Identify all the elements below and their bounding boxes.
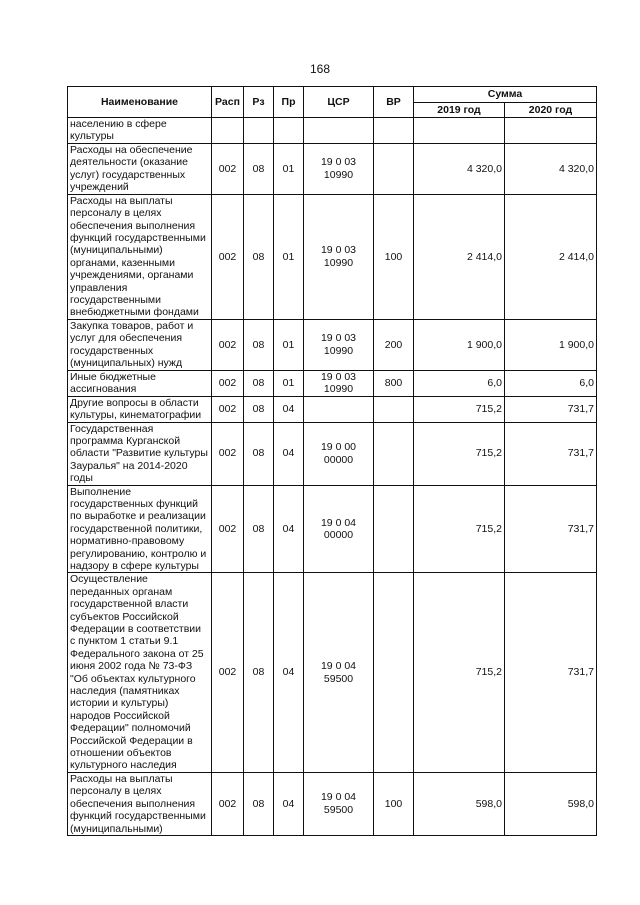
header-rasp: Расп — [212, 87, 244, 118]
row-rz — [244, 118, 274, 144]
row-vr: 200 — [374, 319, 414, 370]
row-sum-2019: 598,0 — [414, 772, 505, 835]
row-vr — [374, 573, 414, 773]
row-sum-2020: 4 320,0 — [505, 143, 597, 194]
row-sum-2020: 731,7 — [505, 422, 597, 485]
row-pr: 04 — [274, 573, 304, 773]
header-rz: Рз — [244, 87, 274, 118]
row-rz: 08 — [244, 194, 274, 319]
row-vr: 800 — [374, 370, 414, 396]
row-sum-2019: 4 320,0 — [414, 143, 505, 194]
row-sum-2020: 598,0 — [505, 772, 597, 835]
row-name: Расходы на выплаты персоналу в целях обеспечения выполнения функций государственными (муниципальными) — [68, 772, 212, 835]
header-year-2019: 2019 год — [414, 103, 505, 118]
row-sum-2020: 731,7 — [505, 485, 597, 573]
budget-table — [67, 86, 597, 836]
table-row — [68, 396, 597, 422]
row-vr: 100 — [374, 194, 414, 319]
row-pr: 04 — [274, 485, 304, 573]
row-rz: 08 — [244, 319, 274, 370]
table-row — [68, 772, 597, 835]
row-rasp — [212, 118, 244, 144]
row-sum-2020: 2 414,0 — [505, 194, 597, 319]
table-row — [68, 422, 597, 485]
row-sum-2019 — [414, 118, 505, 144]
table-row — [68, 319, 597, 370]
header-csr: ЦСР — [304, 87, 374, 118]
row-rasp: 002 — [212, 370, 244, 396]
row-vr: 100 — [374, 772, 414, 835]
row-name: Расходы на выплаты персоналу в целях обеспечения выполнения функций государственными (муниципальными) органами, казенными учреждениями, органами управления государственными внебюджетными фондами — [68, 194, 212, 319]
table-row — [68, 194, 597, 319]
row-sum-2019: 2 414,0 — [414, 194, 505, 319]
row-sum-2019: 715,2 — [414, 396, 505, 422]
row-sum-2019: 715,2 — [414, 422, 505, 485]
row-name: населению в сфере культуры — [68, 118, 212, 144]
row-rz: 08 — [244, 772, 274, 835]
row-rasp: 002 — [212, 194, 244, 319]
row-csr — [304, 118, 374, 144]
row-rasp: 002 — [212, 319, 244, 370]
row-name: Осуществление переданных органам государственной власти субъектов Российской Федерации в соответствии с пунктом 1 статьи 9.1 Федерального закона от 25 июня 2002 года № 73-ФЗ "Об объектах культурного наследия (памятниках истории и культуры) народов Российской Федерации" полномочий Российской Федерации в отношении объектов культурного наследия — [68, 573, 212, 773]
table-row — [68, 370, 597, 396]
row-csr — [304, 396, 374, 422]
row-sum-2020 — [505, 118, 597, 144]
row-pr: 04 — [274, 422, 304, 485]
row-name: Государственная программа Курганской области "Развитие культуры Зауралья" на 2014-2020 годы — [68, 422, 212, 485]
table-row — [68, 573, 597, 773]
row-rz: 08 — [244, 143, 274, 194]
row-rz: 08 — [244, 485, 274, 573]
row-rasp: 002 — [212, 485, 244, 573]
row-name: Закупка товаров, работ и услуг для обеспечения государственных (муниципальных) нужд — [68, 319, 212, 370]
row-pr: 01 — [274, 194, 304, 319]
row-rz: 08 — [244, 573, 274, 773]
header-year-2020: 2020 год — [505, 103, 597, 118]
table-row — [68, 485, 597, 573]
row-sum-2020: 6,0 — [505, 370, 597, 396]
row-sum-2019: 6,0 — [414, 370, 505, 396]
row-vr — [374, 143, 414, 194]
row-name: Иные бюджетные ассигнования — [68, 370, 212, 396]
row-csr: 19 0 03 10990 — [304, 143, 374, 194]
row-rz: 08 — [244, 396, 274, 422]
row-pr: 04 — [274, 396, 304, 422]
header-name: Наименование — [68, 87, 212, 118]
row-sum-2019: 715,2 — [414, 573, 505, 773]
row-vr — [374, 396, 414, 422]
row-pr — [274, 118, 304, 144]
row-rasp: 002 — [212, 422, 244, 485]
header-row — [68, 87, 597, 103]
page-number: 168 — [309, 62, 331, 76]
row-vr — [374, 485, 414, 573]
row-csr: 19 0 04 59500 — [304, 573, 374, 773]
row-pr: 01 — [274, 370, 304, 396]
row-rasp: 002 — [212, 573, 244, 773]
table-row — [68, 143, 597, 194]
row-csr: 19 0 03 10990 — [304, 194, 374, 319]
row-rz: 08 — [244, 422, 274, 485]
row-name: Расходы на обеспечение деятельности (оказание услуг) государственных учреждений — [68, 143, 212, 194]
row-rasp: 002 — [212, 143, 244, 194]
row-rasp: 002 — [212, 772, 244, 835]
header-vr: ВР — [374, 87, 414, 118]
table-row — [68, 118, 597, 144]
row-pr: 04 — [274, 772, 304, 835]
row-vr — [374, 422, 414, 485]
row-sum-2020: 731,7 — [505, 396, 597, 422]
row-csr: 19 0 03 10990 — [304, 370, 374, 396]
row-pr: 01 — [274, 319, 304, 370]
row-vr — [374, 118, 414, 144]
row-name: Другие вопросы в области культуры, кинематографии — [68, 396, 212, 422]
header-pr: Пр — [274, 87, 304, 118]
row-csr: 19 0 04 00000 — [304, 485, 374, 573]
row-sum-2019: 715,2 — [414, 485, 505, 573]
row-rasp: 002 — [212, 396, 244, 422]
row-csr: 19 0 04 59500 — [304, 772, 374, 835]
row-csr: 19 0 03 10990 — [304, 319, 374, 370]
row-name: Выполнение государственных функций по выработке и реализации государственной политики, нормативно-правовому регулированию, контролю и надзору в сфере культуры — [68, 485, 212, 573]
header-sum: Сумма — [414, 87, 597, 103]
row-sum-2020: 731,7 — [505, 573, 597, 773]
row-sum-2020: 1 900,0 — [505, 319, 597, 370]
row-pr: 01 — [274, 143, 304, 194]
row-sum-2019: 1 900,0 — [414, 319, 505, 370]
row-csr: 19 0 00 00000 — [304, 422, 374, 485]
row-rz: 08 — [244, 370, 274, 396]
